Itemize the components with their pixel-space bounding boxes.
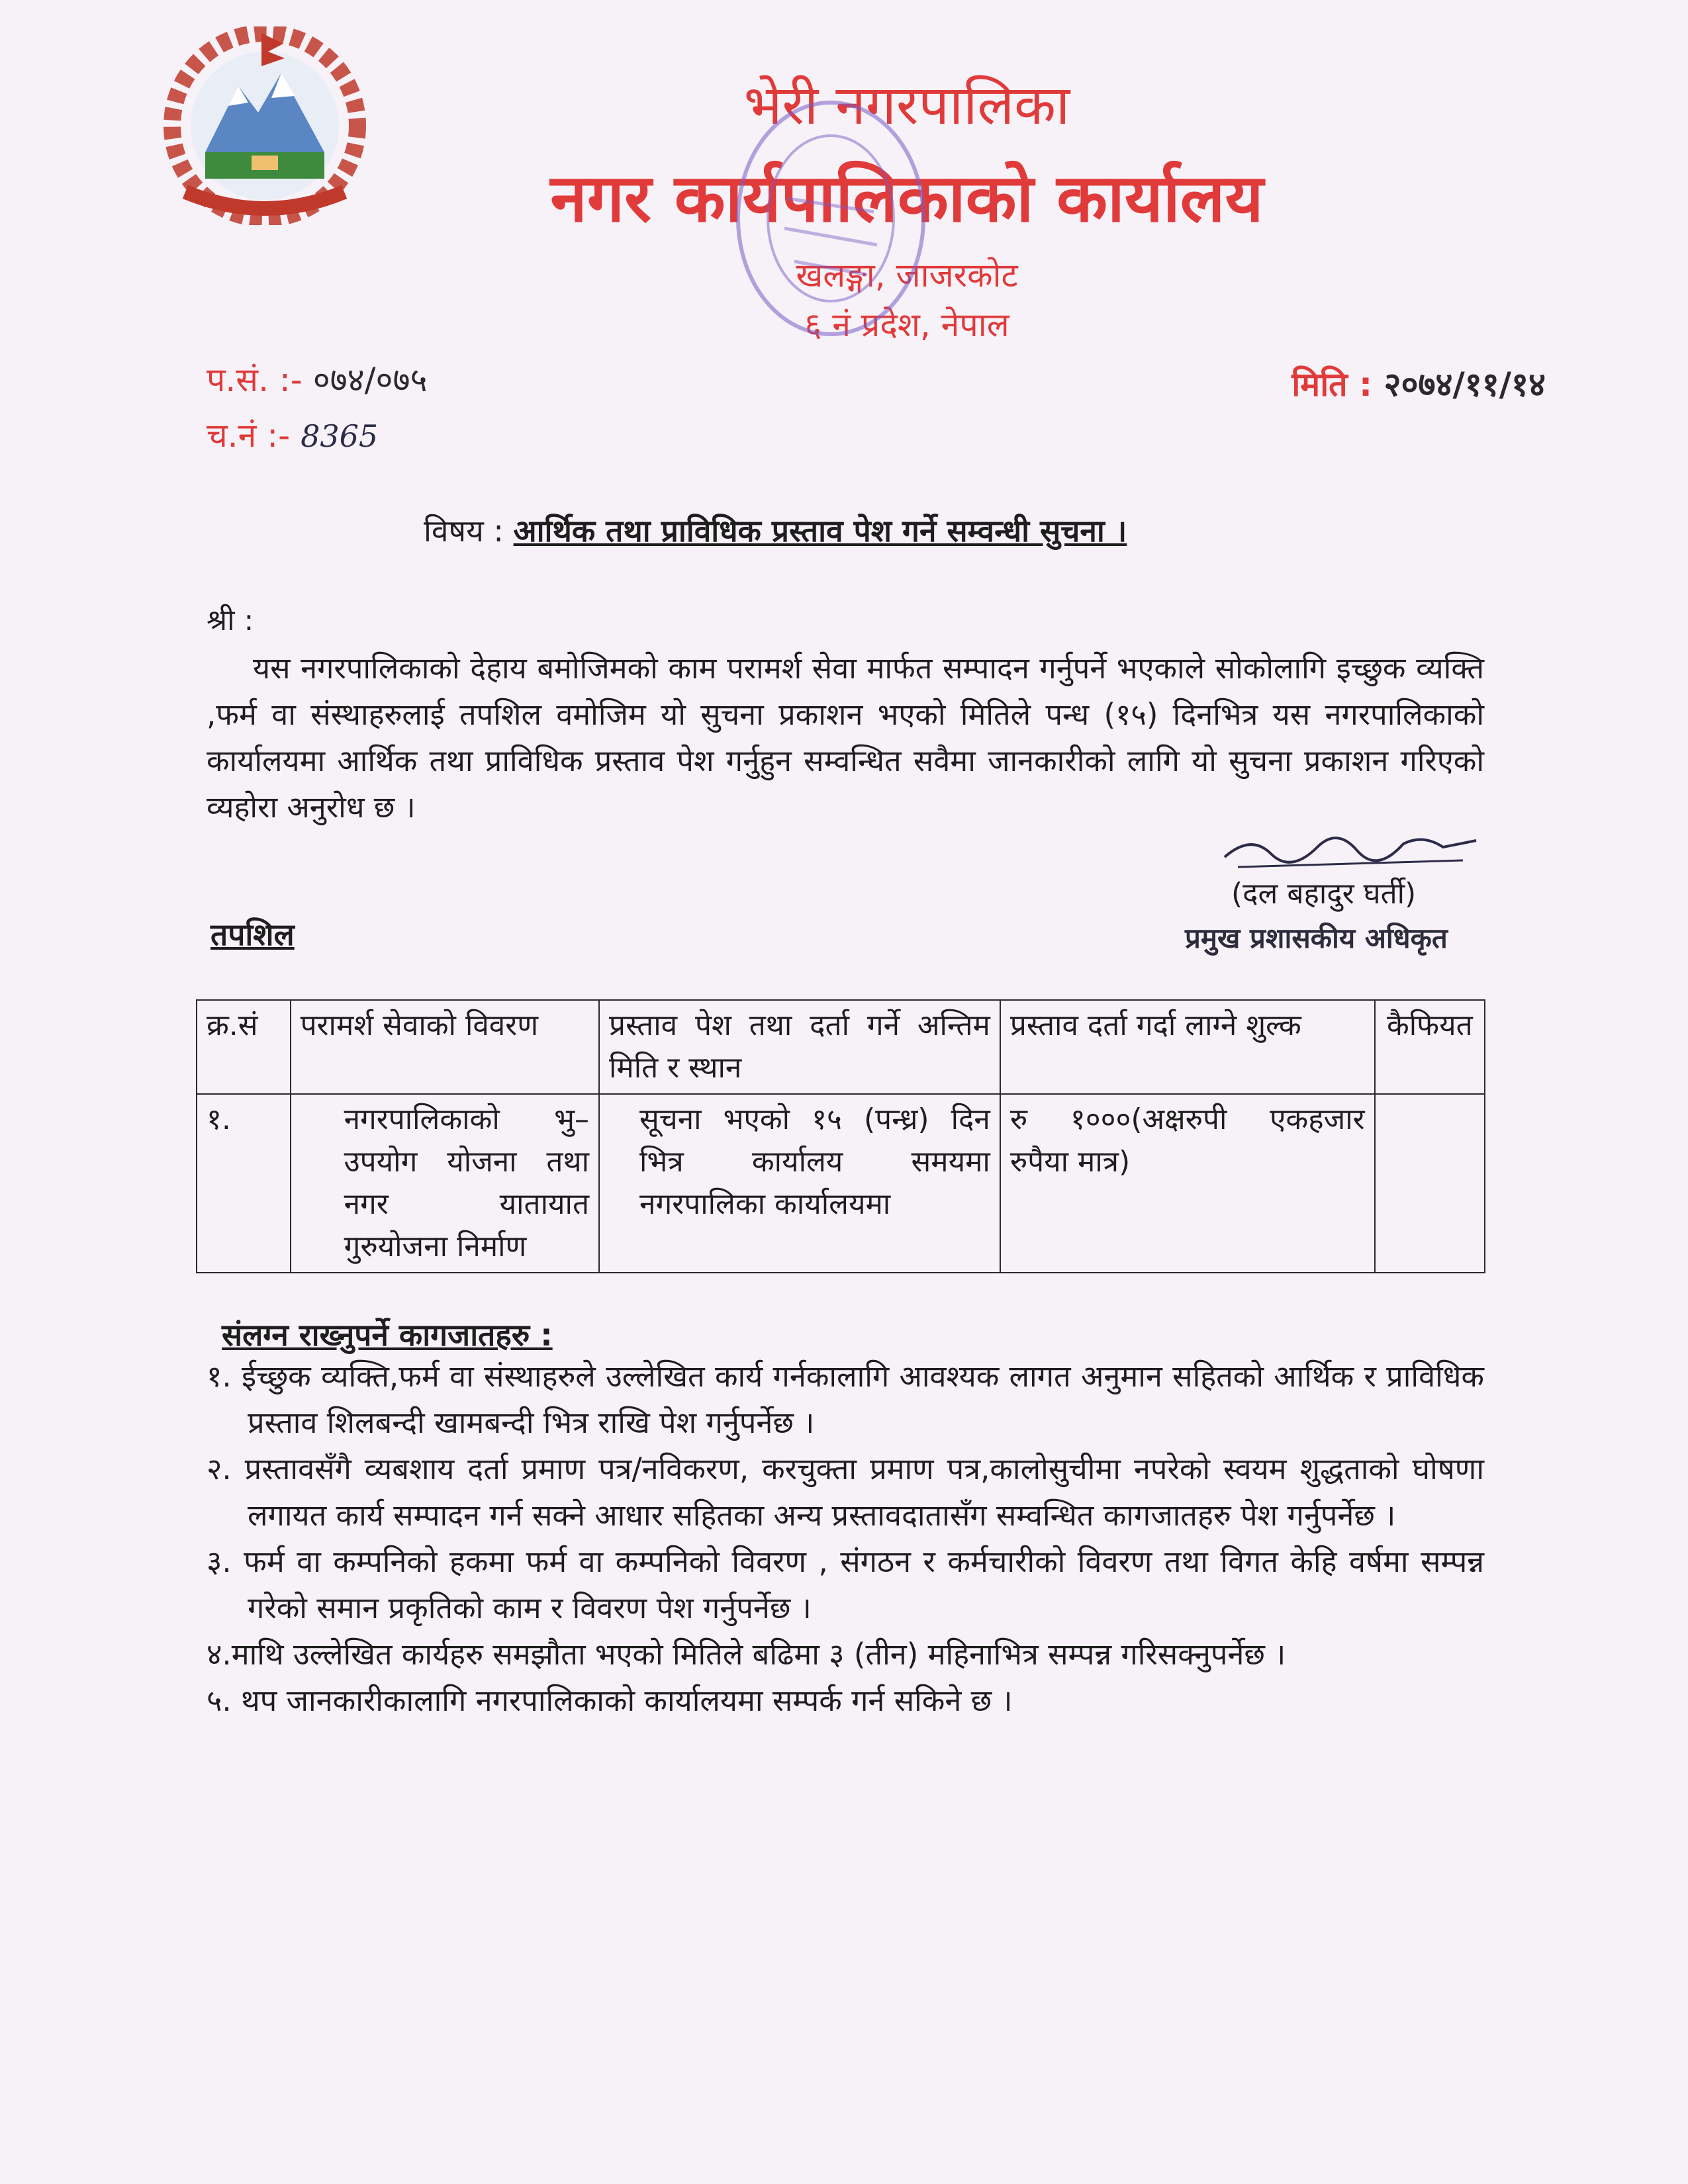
signatory-name: (दल बहादुर घर्ती) bbox=[1231, 877, 1417, 911]
header-deadline-place: प्रस्ताव पेश तथा दर्ता गर्ने अन्तिम मिति र स्थान bbox=[599, 1000, 1000, 1094]
date-value: २०७४/११/१४ bbox=[1383, 365, 1546, 404]
schedule-table bbox=[196, 999, 1485, 1273]
subject-title: आर्थिक तथा प्राविधिक प्रस्ताव पेश गर्ने सम्वन्धी सुचना । bbox=[513, 513, 1127, 549]
cell-registration-fee: रु १०००(अक्षरुपी एकहजार रुपैया मात्र) bbox=[1000, 1094, 1375, 1273]
office-name: नगर कार्यपालिकाको कार्यालय bbox=[550, 159, 1264, 237]
header-serial: क्र.सं bbox=[197, 1000, 291, 1094]
salutation: श्री : bbox=[207, 604, 254, 637]
table-header-row bbox=[197, 1000, 1485, 1094]
office-address-line2: ६ नं प्रदेश, नेपाल bbox=[804, 306, 1009, 344]
list-item: १. ईच्छुक व्यक्ति,फर्म वा संस्थाहरुले उल्लेखित कार्य गर्नकालागि आवश्यक लागत अनुमान सहितको आर्थिक र प्राविधिक प्रस्ताव शिलबन्दी खामबन्दी भित्र राखि पेश गर्नुपर्नेछ । bbox=[207, 1359, 1484, 1440]
office-stamp bbox=[722, 86, 940, 351]
header-service-description: परामर्श सेवाको विवरण bbox=[291, 1000, 599, 1094]
list-item: ४.माथि उल्लेखित कार्यहरु समझौता भएको मितिले बढिमा ३ (तीन) महिनाभित्र सम्पन्न गरिसक्नुपर्नेछ । bbox=[207, 1637, 1286, 1672]
cn-label: च.नं :- bbox=[207, 416, 291, 455]
signature-block bbox=[1139, 821, 1536, 973]
ps-value: ०७४/०७५ bbox=[312, 361, 428, 399]
handwritten-signature bbox=[1211, 821, 1489, 880]
header-remarks: कैफियत bbox=[1375, 1000, 1485, 1094]
cell-serial: १. bbox=[197, 1094, 291, 1273]
letter-date bbox=[1291, 361, 1546, 406]
list-item: २. प्रस्तावसँगै व्यबशाय दर्ता प्रमाण पत्र/नविकरण, करचुक्ता प्रमाण पत्र,कालोसुचीमा नपरेको स्वयम शुद्धताको घोषणा लगायत कार्य सम्पादन गर्न सक्ने आधार सहितका अन्य प्रस्तावदातासँग सम्वन्धित कागजातहरु पेश गर्नुपर्नेछ । bbox=[207, 1451, 1484, 1533]
list-item: ३. फर्म वा कम्पनिको हकमा फर्म वा कम्पनिको विवरण , संगठन र कर्मचारीको विवरण तथा विगत केहि वर्षमा सम्पन्न गरेको समान प्रकृतिको काम र विवरण पेश गर्नुपर्नेछ । bbox=[207, 1544, 1484, 1625]
attachments-list bbox=[207, 1353, 1484, 1724]
attachments-heading: संलग्न राख्नुपर्ने कागजातहरु : bbox=[222, 1317, 553, 1353]
reference-number bbox=[207, 356, 428, 401]
notice-body: यस नगरपालिकाको देहाय बमोजिमको काम परामर्श सेवा मार्फत सम्पादन गर्नुपर्ने भएकाले सोकोलागि इच्छुक व्यक्ति ,फर्म वा संस्थाहरुलाई तपशिल वमोजिम यो सुचना प्रकाशन भएको मितिले पन्ध (१५) दिनभित्र यस नगरपालिकाको कार्यालयमा आर्थिक तथा प्राविधिक प्रस्ताव पेश गर्नुहुन सम्वन्धित सवैमा जानकारीको लागि यो सुचना प्रकाशन गरिएको व्यहोरा अनुरोध छ । bbox=[207, 651, 1484, 825]
schedule-heading: तपशिल bbox=[211, 917, 295, 952]
list-item: ५. थप जानकारीकालागि नगरपालिकाको कार्यालयमा सम्पर्क गर्न सकिने छ । bbox=[207, 1683, 1013, 1718]
government-emblem-logo bbox=[159, 26, 377, 225]
header-registration-fee: प्रस्ताव दर्ता गर्दा लाग्ने शुल्क bbox=[1000, 1000, 1375, 1094]
cell-remarks bbox=[1375, 1094, 1485, 1273]
municipality-name: भेरी नगरपालिका bbox=[743, 74, 1070, 137]
office-address-line1: खलङ्गा, जाजरकोट bbox=[796, 256, 1018, 295]
dispatch-number bbox=[207, 412, 378, 457]
subject-label: विषय : bbox=[424, 513, 504, 549]
table-row bbox=[197, 1094, 1485, 1273]
subject-line bbox=[424, 510, 1127, 551]
cn-value: 8365 bbox=[301, 418, 379, 454]
ps-label: प.सं. :- bbox=[207, 361, 303, 399]
cell-service-description: नगरपालिकाको भु– उपयोग योजना तथा नगर यातायात गुरुयोजना निर्माण bbox=[291, 1094, 599, 1273]
signatory-title: प्रमुख प्रशासकीय अधिकृत bbox=[1185, 922, 1448, 954]
cell-deadline-place: सूचना भएको १५ (पन्ध्र) दिन भित्र कार्यालय समयमा नगरपालिका कार्यालयमा bbox=[599, 1094, 1000, 1273]
date-label: मिति : bbox=[1291, 365, 1373, 404]
